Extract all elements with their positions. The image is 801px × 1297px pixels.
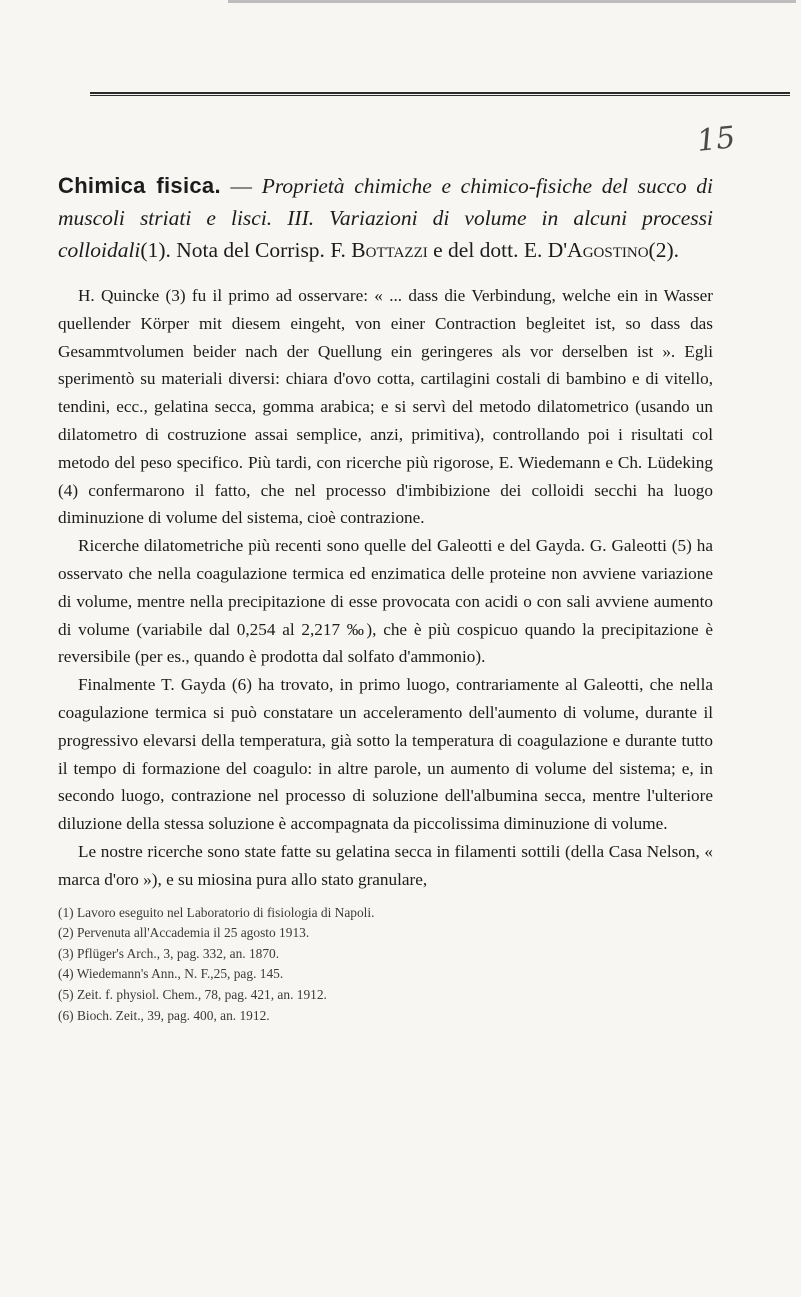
heading-note-text: . Nota del Corrisp. xyxy=(165,238,331,262)
article-heading xyxy=(58,170,713,266)
top-edge-rule xyxy=(228,0,796,3)
heading-dash: — xyxy=(220,174,262,198)
footnote: (2) Pervenuta all'Accademia il 25 agosto 1913. xyxy=(58,925,310,941)
paragraph: H. Quincke (3) fu il primo ad osservare: « ... dass die Verbindung, welche ein in Wasser quellender Körper mit diesem eingeht, von einer Contraction begleitet ist, so dass das Gesammtvolumen beider nach der Quellung ein geringeres als vor derselben ist ». Egli sperimentò su materiali diversi: chiara d'ovo cotta, cartilagini costali di bambino e di vitello, tendini, ecc., gelatina secca, gomma arabica; e si servì del metodo dilatometrico (usando un dilatometro di costruzione assai semplice, anzi, primitiva), controllando poi i risultati col metodo del peso specifico. Più tardi, con ricerche più rigorose, E. Wiedemann e Ch. Lüdeking (4) confermarono il fatto, che nel processo d'imbibizione dei colloidi secchi ha luogo diminuzione di volume del sistema, cioè contrazione. xyxy=(58,286,713,528)
title-footnote-ref: (1) xyxy=(140,238,166,262)
header-rule-thin xyxy=(90,95,790,96)
coauthor-name: E. D'Agostino xyxy=(523,238,649,262)
handwritten-page-number: 15 xyxy=(695,120,737,159)
paragraph: Ricerche dilatometriche più recenti sono quelle del Galeotti e del Gayda. G. Galeotti (5) ha osservato che nella coagulazione termica ed enzimatica delle proteine non avviene variazione di volume, mentre nella precipitazione di esse provocata con acidi o con sali avviene aumento di volume (variabile dal 0,254 al 2,217 ‰), che è più cospicuo quando la precipitazione è reversibile (per es., quando è prodotta dal solfato d'ammonio). xyxy=(58,536,713,667)
footnote: (4) Wiedemann's Ann., N. F.,25, pag. 145. xyxy=(58,966,284,982)
article-text xyxy=(58,282,713,894)
article-body xyxy=(58,170,713,1026)
heading-note-text-2: e del dott. xyxy=(427,238,524,262)
paragraph: Finalmente T. Gayda (6) ha trovato, in primo luogo, contrariamente al Galeotti, che nella coagulazione termica si può constatare un acceleramento dell'aumento di volume, durante il progressivo elevarsi della temperatura, già sotto la temperatura di coagulazione e durante tutto il tempo di formazione del coagulo: in altre parole, un aumento di volume del sistema; e, in secondo luogo, contrazione nel processo di soluzione dell'albumina secca, mentre l'ulteriore diluzione della stessa soluzione è accompagnata da piccolissima diminuzione di volume. xyxy=(58,675,713,834)
footnote: (3) Pflüger's Arch., 3, pag. 332, an. 1870. xyxy=(58,945,280,961)
footnote: (1) Lavoro eseguito nel Laboratorio di fisiologia di Napoli. xyxy=(58,904,375,920)
heading-end: . xyxy=(673,238,679,262)
header-rule xyxy=(90,92,790,94)
footnotes xyxy=(58,903,713,1027)
footnote: (5) Zeit. f. physiol. Chem., 78, pag. 421, an. 1912. xyxy=(58,986,327,1002)
article-title: Proprietà chimiche e chimico-fisiche del succo di muscoli striati e lisci. III. Variazioni di volume in alcuni processi colloidali xyxy=(58,174,713,262)
section-label: Chimica fisica. xyxy=(58,173,221,198)
author-name: F. Bottazzi xyxy=(330,238,428,262)
author-footnote-ref: (2) xyxy=(648,238,674,262)
footnote: (6) Bioch. Zeit., 39, pag. 400, an. 1912. xyxy=(58,1007,270,1023)
paragraph: Le nostre ricerche sono state fatte su gelatina secca in filamenti sottili (della Casa Nelson, « marca d'oro »), e su miosina pura allo stato granulare, xyxy=(58,841,713,889)
